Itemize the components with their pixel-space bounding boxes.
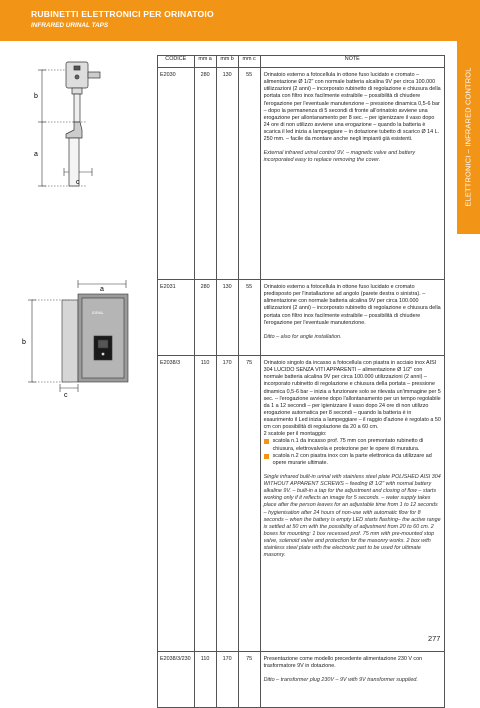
col-header-mm-a: mm a xyxy=(194,56,216,68)
cell-mm-a: 280 xyxy=(194,280,216,356)
bullet-square-icon xyxy=(264,439,269,444)
table-row xyxy=(158,356,445,652)
cell-mm-c: 55 xyxy=(238,68,260,280)
cell-mm-a: 110 xyxy=(194,652,216,708)
col-header-mm-c: mm c xyxy=(238,56,260,68)
cell-mm-b: 130 xyxy=(216,280,238,356)
cell-mm-c: 75 xyxy=(238,356,260,652)
cell-code: E2030 xyxy=(158,68,195,280)
cell-note xyxy=(260,356,444,652)
cell-mm-b: 170 xyxy=(216,652,238,708)
cell-mm-c: 75 xyxy=(238,652,260,708)
col-header-code: CODICE xyxy=(158,56,195,68)
note-italian: Orinatoio singolo da incasso a fotocellula con piastra in acciaio inox AISI 304 LUCIDO SENZA VITI APPARENTI – alimentazione Ø 1/2" con normale batteria alcalina 9V per circa 100.000 utilizzazioni (2 anni) – incorporato rubinetto di regolazione e chiusura della portata – pressione dinamica 0,5-6 bar – inizia a funzionare solo se rilevata un'immagine per 5 sec. – l'erogazione avviene dopo l'allontanamento per un tempo regolabile da 1 a 12 secondi – per igienizzare il vaso dopo 24 ore di non utilizzo erogazione automatica per 8 secondi – quando la batteria è in esaurimento il Led inizia a lampeggiare – il raggio d'azione è regolato a 50 cm con possibilità di regolazione da 20 a 60 cm. xyxy=(263,360,441,431)
col-header-note: NOTE xyxy=(260,56,444,68)
cell-mm-b: 130 xyxy=(216,68,238,280)
header-subtitle: INFRARED URINAL TAPS xyxy=(31,22,109,29)
note-english: Single infrared built-in urinal with stainless steel plate POLISHED AISI 304 WITHOUT APPARENT SCREWS – feeding Ø 1/2" with normal battery alkaline 9V. – built-in a tap for the adjustment and closing of flow – starts working only if it reflects an image for 5 seconds. – water supply takes place after the person leaves for an adjustable time from 1 to 12 seconds – hygienisation after 24 hours of non-use with automatic flow for 8 seconds – when the battery is empty LED starts flashing– the active range is settled at 50 cm with the possibility of adjustment from 20 to 60 cm. 2 boxes for mounting: 1 box recessed prof. 75 mm with pre-mounted stop valve, solenoid valve and protection for the masonry works. 2 box with stainless steel plate with the electronic part to be used for ultimate masonry. xyxy=(263,473,441,559)
table-row xyxy=(158,280,445,356)
header-title: RUBINETTI ELETTRONICI PER ORINATOIO xyxy=(31,9,214,19)
cell-note xyxy=(260,652,444,708)
dim-label-a2: a xyxy=(100,286,104,293)
note-english: Ditto – transformer plug 230V – 9V with 9V transformer supplied. xyxy=(263,677,418,684)
cell-code: E2038/3 xyxy=(158,356,195,652)
page-header xyxy=(0,0,480,41)
dim-label-b2: b xyxy=(22,339,26,346)
dim-label-a: a xyxy=(34,151,38,158)
side-tab-label: ELETTRONICI – INFRARED CONTROL xyxy=(463,67,473,207)
table-row xyxy=(158,68,445,280)
builtin-urinal-drawing xyxy=(20,278,140,398)
plate-logo-text: IDRAL xyxy=(92,310,104,315)
cell-mm-a: 280 xyxy=(194,68,216,280)
cell-mm-c: 55 xyxy=(238,280,260,356)
note-english: Ditto – also for angle installation. xyxy=(263,333,342,340)
table-header-row xyxy=(158,56,445,68)
dim-label-c2: c xyxy=(64,392,68,398)
note-english: External infrared urinal control 9V. – magnetic valve and battery incorporated easy to replace removing the cover. xyxy=(263,150,416,164)
cell-code: E2031 xyxy=(158,280,195,356)
note-italian: Orinatoio esterno a fotocellula in ottone fuso lucidato e cromato predisposto per l'installazione ad angolo (parete destra o sinistra). – alimentazione con normale batteria alcalina 9V per circa 100.000 utilizzazioni (2 anni) – incorporato rubinetto di regolazione e chiusura della portata con filtro inox facilmente estraibile – possibilità di chiudere l'erogazione per l'eventuale manutenzione. xyxy=(263,284,441,326)
cell-code: E2038/3/230 xyxy=(158,652,195,708)
note-box-2: scatola n.2 con piastra inox con la parte elettronica da utilizzare ad opere murarie ultimate. xyxy=(264,453,441,467)
dim-label-c: c xyxy=(76,179,80,186)
cell-note xyxy=(260,280,444,356)
product-spec-table xyxy=(157,55,445,708)
col-header-mm-b: mm b xyxy=(216,56,238,68)
cell-note xyxy=(260,68,444,280)
note-box-1: scatola n.1 da incasso prof. 75 mm con premontato rubinetto di chiusura, elettrovalvola e protezione per le opere di muratura. xyxy=(264,438,441,452)
bullet-square-icon xyxy=(264,454,269,459)
note-boxes-title: 2 scatole per il montaggio: xyxy=(263,431,327,438)
cell-mm-b: 170 xyxy=(216,356,238,652)
dim-label-b: b xyxy=(34,93,38,100)
page-number: 277 xyxy=(428,634,441,643)
note-italian: Orinatoio esterno a fotocellula in ottone fuso lucidato e cromato – alimentazione Ø 1/2" con normale batteria alcalina 9V per circa 100.000 utilizzazioni (2 anni) – incorporato rubinetto di regolazione e chiusura della portata con filtro inox facilmente estraibile – possibilità di chiudere l'erogazione per l'eventuale manutenzione – pressione dinamica 0,5-6 bar – dopo la permanenza di 5 secondi di fronte all'orinatoio avviene una erogazione per allontanamento per 8 sec. – per igienizzare il vaso dopo 24 ore di non utilizzo avviene una erogazione – quando la batteria è scarica il led inizia a lampeggiare – in dotazione tubetto di scarico Ø 14 L. 250 mm. – facile da montare anche negli impianti già esistenti. xyxy=(263,72,441,143)
cell-mm-a: 110 xyxy=(194,356,216,652)
urinal-valve-drawing xyxy=(28,60,130,190)
side-tab xyxy=(457,41,480,234)
note-italian: Presentazione come modello precedente alimentazione 230 V con trasformatore 9V in dotazione. xyxy=(263,656,423,670)
table-row xyxy=(158,652,445,708)
